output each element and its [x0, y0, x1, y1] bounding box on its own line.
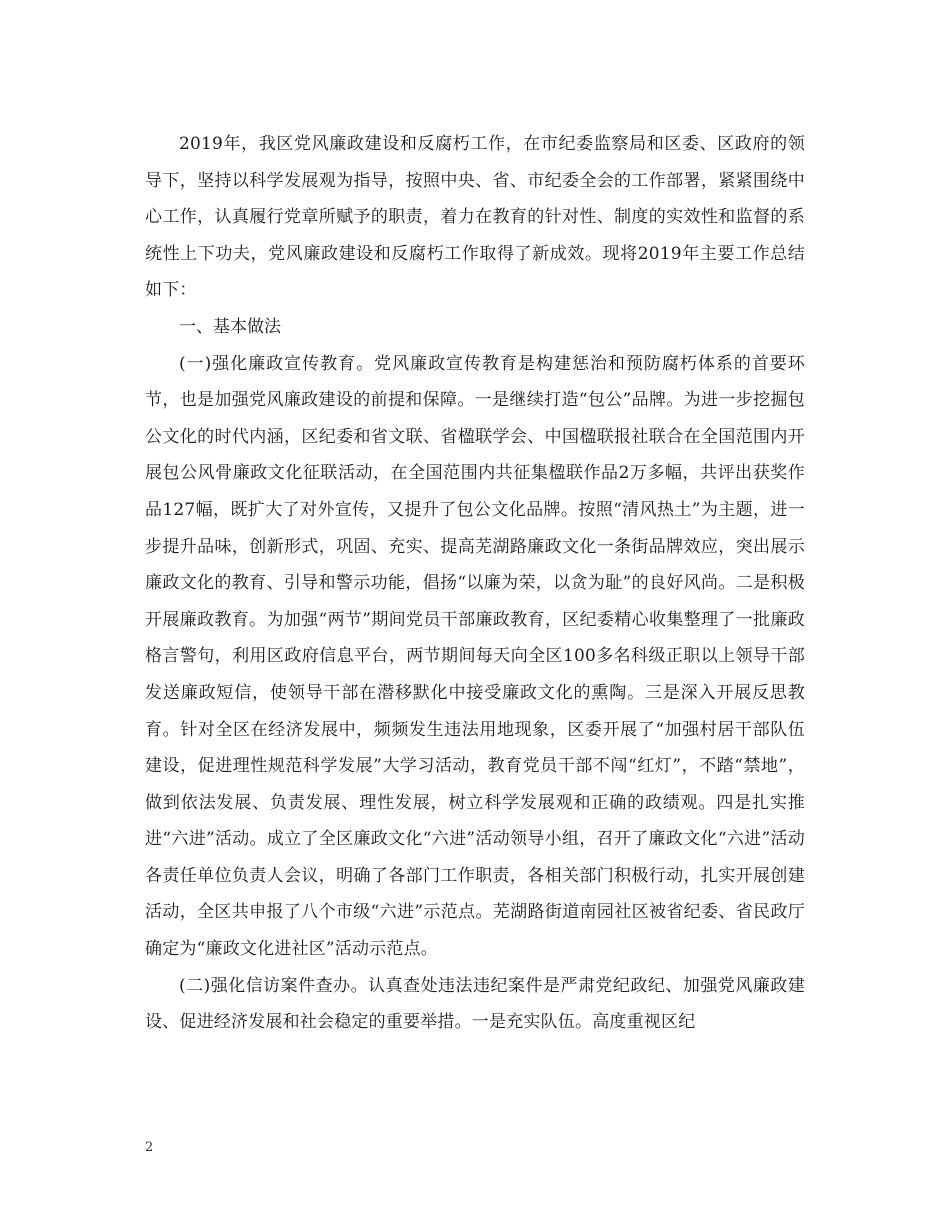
intro-paragraph: 2019年，我区党风廉政建设和反腐朽工作，在市纪委监察局和区委、区政府的领导下，坚持以科学发展观为指导，按照中央、省、市纪委全会的工作部署，紧紧围绕中心工作，认真履行党章所赋予的职责，着力在教育的针对性、制度的实效性和监督的系统性上下功夫，党风廉政建设和反腐朽工作取得了新成效。现将2019年主要工作总结如下：: [145, 134, 805, 301]
document-body: [145, 126, 805, 1041]
section-paragraph-1: (一)强化廉政宣传教育。党风廉政宣传教育是构建惩治和预防腐朽体系的首要环节，也是加强党风廉政建设的前提和保障。一是继续打造“包公”品牌。为进一步挖掘包公文化的时代内涵，区纪委和省文联、省楹联学会、中国楹联报社联合在全国范围内开展包公风骨廉政文化征联活动，在全国范围内共征集楹联作品2万多幅，共评出获奖作品127幅，既扩大了对外宣传，又提升了包公文化品牌。按照“清风热土”为主题，进一步提升品味，创新形式，巩固、充实、提高芜湖路廉政文化一条街品牌效应，突出展示廉政文化的教育、引导和警示功能，倡扬“以廉为荣，以贪为耻”的良好风尚。二是积极开展廉政教育。为加强“两节”期间党员干部廉政教育，区纪委精心收集整理了一批廉政格言警句，利用区政府信息平台，两节期间每天向全区100多名科级正职以上领导干部发送廉政短信，使领导干部在潜移默化中接受廉政文化的熏陶。三是深入开展反思教育。针对全区在经济发展中，频频发生违法用地现象，区委开展了“加强村居干部队伍建设，促进理性规范科学发展”大学习活动，教育党员干部不闯“红灯”，不踏“禁地”，做到依法发展、负责发展、理性发展，树立科学发展观和正确的政绩观。四是扎实推进“六进”活动。成立了全区廉政文化“六进”活动领导小组，召开了廉政文化“六进”活动各责任单位负责人会议，明确了各部门工作职责，各相关部门积极行动，扎实开展创建活动，全区共申报了八个市级“六进”示范点。芜湖路街道南园社区被省纪委、省民政厅确定为“廉政文化进社区”活动示范点。: [145, 353, 805, 960]
section-paragraph-2: (二)强化信访案件查办。认真查处违法违纪案件是严肃党纪政纪、加强党风廉政建设、促进经济发展和社会稳定的重要举措。一是充实队伍。高度重视区纪: [145, 975, 805, 1033]
section-heading: 一、基本做法: [179, 316, 281, 337]
page-number: 2: [145, 1140, 154, 1155]
